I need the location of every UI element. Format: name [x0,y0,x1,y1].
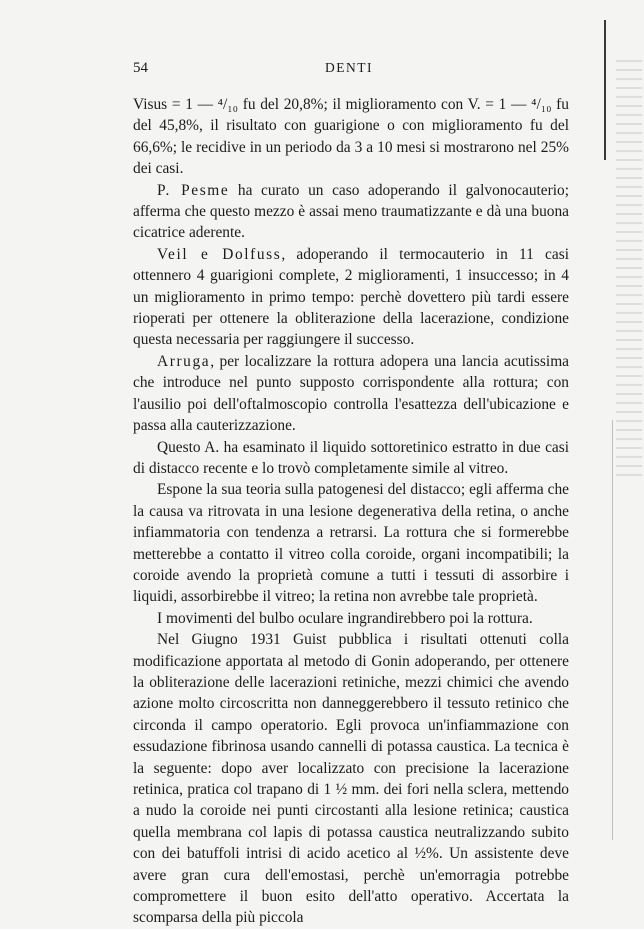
paragraph-3 [133,244,569,351]
author-name: Veil e Dolfuss [157,245,282,263]
paragraph-text: Nel Giugno 1931 Guist pubblica i risultati ottenuti colla modificazione apportata al metodo di Gonin adoperando, per ottenere la obliterazione delle lacerazioni retiniche, mezzi chimici che avendo azione molto circoscritta non danneggerebbero il tessuto retinico che circonda il campo operatorio. Egli provoca un'infiammazione con essudazione fibrinosa usando cannelli di potassa caustica. La tecnica è la seguente: dopo aver localizzato con precisione la lacerazione retinica, pratica col trapano di 1 ½ mm. dei fori nella sclera, mettendo a nudo la coroide nei punti circostanti alla lesione retinica; caustica quella membrana col lapis di potassa caustica neutralizzando subito con dei batuffoli intrisi di acido acetico al ½%. Un assistente deve avere gran cura dell'emostasi, perchè un'emorragia potrebbe compromettere il buon esito dell'atto operativo. Accertata la scomparsa della più piccola [133,631,569,927]
paragraph-text: Visus = 1 — ⁴/₁₀ fu del 20,8%; il miglioramento con V. = 1 — ⁴/₁₀ fu del 45,8%, il risultato con guarigione o con miglioramento fu del 66,6%; le recidive in un periodo da 3 a 10 mesi si mostrarono nel 25% dei casi. [133,96,569,178]
paragraph-7 [133,608,569,629]
author-name: P. Pesme [157,181,230,199]
page-edge-shadow [612,420,613,840]
paragraph-1 [133,94,569,180]
paragraph-8 [133,629,569,929]
paragraph-text: , per localizzare la rottura adopera una lancia acutissima che introduce nel punto supposto corrispondente alla rottura; con l'ausilio poi dell'oftalmoscopio controlla l'esattezza dell'ubicazione e passa alla cauterizzazione. [133,352,569,435]
author-name: Arruga [157,352,211,370]
page-header [133,60,565,80]
paragraph-text: Questo A. ha esaminato il liquido sottoretinico estratto in due casi di distacco recente e lo trovò completamente simile al vitreo. [133,438,569,477]
running-head: DENTI [325,60,373,75]
page-number: 54 [133,60,148,76]
paragraph-6 [133,479,569,607]
paragraph-text: Espone la sua teoria sulla patogenesi del distacco; egli afferma che la causa va ritrovata in una lesione degenerativa della retina, o anche infiammatoria con tendenza a retrarsi. La rottura che si formerebbe metterebbe a contatto il vitreo colla coroide, organi incompatibili; la coroide avendo la proprietà comune a tutti i tessuti di assorbire i liquidi, assorbirebbe il vitreo; la retina non avrebbe tale proprietà. [133,481,569,606]
page-edge-line [604,20,606,160]
paragraph-text: ha curato un caso adoperando il galvonocauterio; afferma che questo mezzo è assai meno traumatizzante e dà una buona cicatrice aderente. [133,181,570,242]
paragraph-text: I movimenti del bulbo oculare ingrandirebbero poi la rottura. [157,609,533,627]
bleed-through-margin [616,60,642,480]
paragraph-text: , adoperando il termocauterio in 11 casi ottennero 4 guarigioni complete, 2 miglioramenti, 1 insuccesso; in 4 un miglioramento in primo tempo: perchè dovettero più tardi essere rioperati per ottenere la obliterazione della lacerazione, condizione questa necessaria per raggiungere il successo. [133,245,569,349]
paragraph-5 [133,437,569,480]
paragraph-2 [133,180,569,244]
body-text [133,94,569,929]
paragraph-4 [133,351,569,437]
